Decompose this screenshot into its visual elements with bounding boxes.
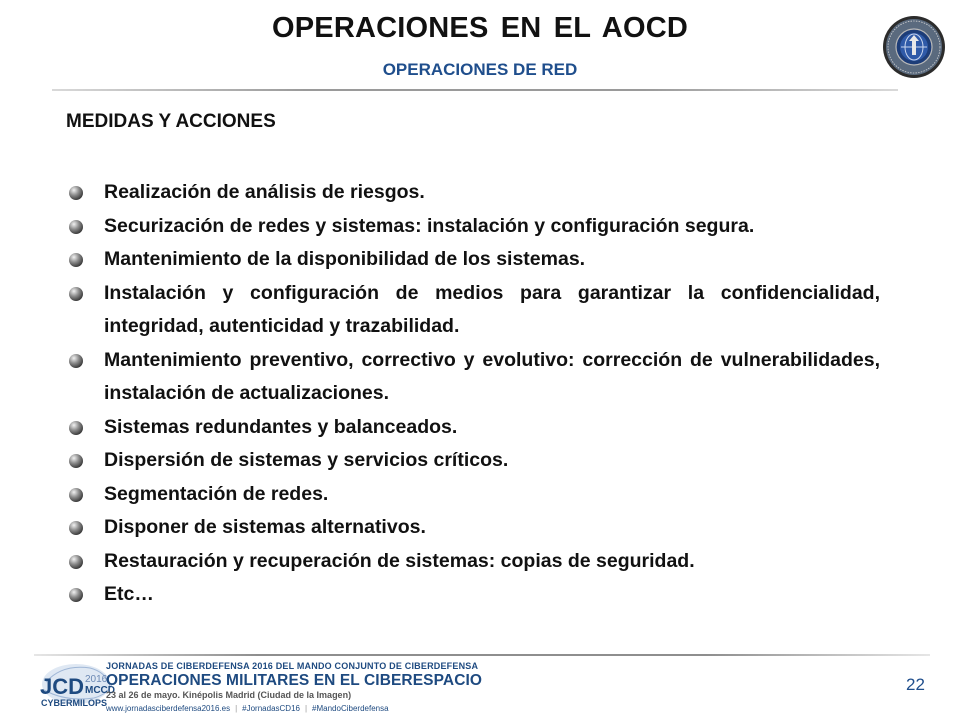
footer-links [106,704,389,713]
bullet-item [68,545,880,579]
sphere-bullet-icon [69,220,83,234]
footer-divider [34,654,930,656]
bullet-text: Dispersión de sistemas y servicios críticos. [104,449,509,471]
bullet-item [68,578,880,612]
sphere-bullet-icon [69,253,83,267]
bullet-text: Segmentación de redes. [104,482,329,505]
bullet-text: Restauración y recuperación de sistemas: copias de seguridad. [104,549,695,572]
bullet-item [68,277,880,344]
footer-website-link[interactable]: www.jornadasciberdefensa2016.es [106,704,231,713]
bullet-item [68,411,880,445]
footer-hashtag-link[interactable]: #JornadasCD16 [242,704,300,713]
logo-org: MCCD [85,685,115,696]
bullet-item [68,344,880,411]
bullet-text: Instalación y configuración de medios para garantizar la confidencialidad, integridad, autenticidad y trazabilidad. [104,281,880,337]
logo-year: 2016 [85,674,108,685]
footer-event-line: JORNADAS DE CIBERDEFENSA 2016 DEL MANDO CONJUNTO DE CIBERDEFENSA [106,661,479,671]
sphere-bullet-icon [69,555,83,569]
bullet-item [68,176,880,210]
sphere-bullet-icon [69,354,83,368]
bullet-item [68,478,880,512]
bullet-text: Securización de redes y sistemas: instalación y configuración segura. [104,214,755,237]
emblem-seal-icon [882,15,946,79]
slide-subtitle: OPERACIONES DE RED [382,60,578,79]
bullet-item [68,444,880,478]
sphere-bullet-icon [69,588,83,602]
bullet-item [68,511,880,545]
bullet-list [68,176,880,612]
header-divider [52,89,898,91]
logo-sub: CYBERMILOPS [41,698,108,708]
sphere-bullet-icon [69,521,83,535]
sphere-bullet-icon [69,454,83,468]
sphere-bullet-icon [69,421,83,435]
footer-hashtag-link[interactable]: #MandoCiberdefensa [312,704,389,713]
footer-event-dates: 23 al 26 de mayo. Kinépolis Madrid (Ciudad de la Imagen) [106,690,352,700]
bullet-text: Mantenimiento de la disponibilidad de los sistemas. [104,248,586,270]
bullet-text: Etc… [104,583,154,605]
page-number: 22 [906,675,925,694]
bullet-text: Realización de análisis de riesgos. [104,181,425,203]
sphere-bullet-icon [69,186,83,200]
logo-text: JCD [40,674,85,699]
bullet-text: Disponer de sistemas alternativos. [104,516,426,538]
bullet-text: Sistemas redundantes y balanceados. [104,415,458,438]
footer-separator: | [235,704,238,713]
bullet-text: Mantenimiento preventivo, correctivo y evolutivo: corrección de vulnerabilidades, instalación de actualizaciones. [104,348,880,404]
footer-event-title: OPERACIONES MILITARES EN EL CIBERESPACIO [106,672,483,689]
slide-title: OPERACIONES EN EL AOCD [271,12,688,44]
footer-separator: | [304,704,308,713]
sphere-bullet-icon [69,287,83,301]
bullet-item [68,243,880,277]
sphere-bullet-icon [69,488,83,502]
section-heading: MEDIDAS Y ACCIONES [66,111,276,132]
bullet-item [68,210,880,244]
